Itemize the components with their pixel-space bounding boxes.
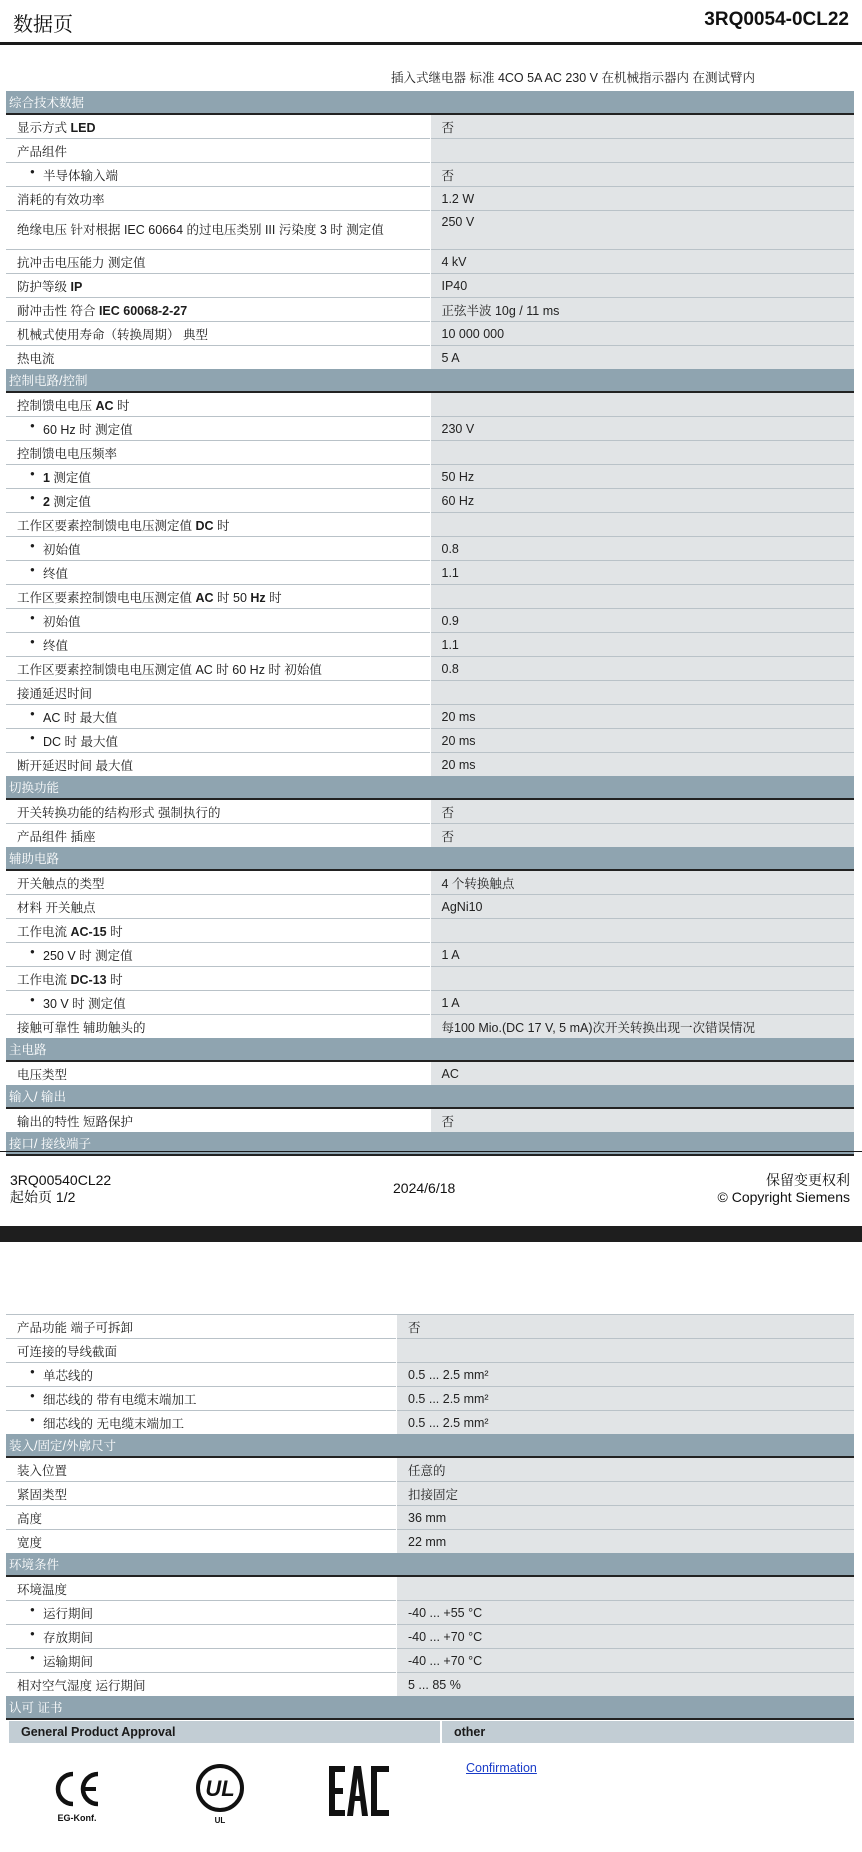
svg-text:UL: UL <box>205 1776 235 1801</box>
table-row: 紧固类型 扣接固定 <box>6 1482 854 1506</box>
table-row: 可连接的导线截面 <box>6 1339 854 1363</box>
footer-rights: 保留变更权利 <box>766 1172 850 1188</box>
table-row: ● 60 Hz 时 测定值 230 V <box>6 417 854 441</box>
section-header-mounting: 装入/固定/外廓尺寸 <box>6 1434 854 1457</box>
spec-table-page-2 <box>6 1314 854 1720</box>
table-row: 开关转换功能的结构形式 强制执行的 否 <box>6 799 854 824</box>
footer-copyright: © Copyright Siemens <box>717 1189 850 1205</box>
table-row: 防护等级 IP IP40 <box>6 274 854 298</box>
section-header-switching: 切换功能 <box>6 776 854 799</box>
table-row: 抗冲击电压能力 测定值 4 kV <box>6 250 854 274</box>
ce-mark-icon <box>52 1766 102 1826</box>
ul-mark-icon <box>194 1762 246 1826</box>
table-row: ● 1 测定值 50 Hz <box>6 465 854 489</box>
table-row: ● 单芯线的 0.5 ... 2.5 mm² <box>6 1363 854 1387</box>
page-header <box>0 0 862 45</box>
footer-left <box>10 1172 111 1206</box>
table-row: 装入位置 任意的 <box>6 1457 854 1482</box>
footer-date: 2024/6/18 <box>393 1180 456 1196</box>
table-row: 热电流 5 A <box>6 346 854 370</box>
table-row: ● 运行期间 -40 ... +55 °C <box>6 1601 854 1625</box>
table-row: 产品组件 插座 否 <box>6 824 854 848</box>
table-row: ● 终值 1.1 <box>6 561 854 585</box>
table-row: ● 2 测定值 60 Hz <box>6 489 854 513</box>
confirmation-link[interactable]: Confirmation <box>466 1761 537 1775</box>
section-header-environment: 环境条件 <box>6 1553 854 1576</box>
page-separator <box>0 1226 862 1242</box>
table-row: 材料 开关触点 AgNi10 <box>6 895 854 919</box>
section-header-auxiliary: 辅助电路 <box>6 847 854 870</box>
approval-col-general: General Product Approval <box>9 1721 441 1743</box>
table-row: 开关触点的类型 4 个转换触点 <box>6 870 854 895</box>
footer-page-info: 起始页 1/2 <box>10 1189 76 1205</box>
table-row: ● 运输期间 -40 ... +70 °C <box>6 1649 854 1673</box>
product-code: 3RQ0054-0CL22 <box>704 9 849 30</box>
table-row: ● 250 V 时 测定值 1 A <box>6 943 854 967</box>
section-header-interface: 接口/ 接线端子 <box>6 1132 854 1155</box>
table-row: 工作区要素控制馈电电压测定值 AC 时 50 Hz 时 <box>6 585 854 609</box>
section-header-general: 综合技术数据 <box>6 91 854 114</box>
table-row: 机械式使用寿命（转换周期） 典型 10 000 000 <box>6 322 854 346</box>
table-row: 高度 36 mm <box>6 1506 854 1530</box>
table-row: 输出的特性 短路保护 否 <box>6 1108 854 1132</box>
table-row: 工作电流 DC-13 时 <box>6 967 854 991</box>
table-row: 绝缘电压 针对根据 IEC 60664 的过电压类别 III 污染度 3 时 测定值 250 V <box>6 211 854 250</box>
eac-mark-icon <box>328 1764 390 1818</box>
table-row: 宽度 22 mm <box>6 1530 854 1554</box>
table-row: 产品组件 <box>6 139 854 163</box>
ce-caption: EG-Konf. <box>57 1813 97 1823</box>
table-row: 工作区要素控制馈电电压测定值 AC 时 60 Hz 时 初始值 0.8 <box>6 657 854 681</box>
approvals-table <box>9 1721 854 1743</box>
table-row: 控制馈电电压频率 <box>6 441 854 465</box>
table-row: 环境温度 <box>6 1576 854 1601</box>
table-row: 显示方式 LED 否 <box>6 114 854 139</box>
table-row: 耐冲击性 符合 IEC 60068-2-27 正弦半波 10g / 11 ms <box>6 298 854 322</box>
ul-caption: UL <box>214 1816 226 1825</box>
table-row: 断开延迟时间 最大值 20 ms <box>6 753 854 777</box>
table-row: 电压类型 AC <box>6 1061 854 1085</box>
table-row: 消耗的有效功率 1.2 W <box>6 187 854 211</box>
table-row: ● DC 时 最大值 20 ms <box>6 729 854 753</box>
section-header-certificates: 认可 证书 <box>6 1696 854 1719</box>
footer-right <box>718 1172 850 1206</box>
page-title: 数据页 <box>13 14 73 36</box>
table-row: 产品功能 端子可拆卸 否 <box>6 1315 854 1339</box>
approval-col-other: other <box>441 1721 854 1743</box>
table-row: ● 细芯线的 带有电缆末端加工 0.5 ... 2.5 mm² <box>6 1387 854 1411</box>
approvals-header-row <box>9 1721 854 1743</box>
table-row: 工作区要素控制馈电电压测定值 DC 时 <box>6 513 854 537</box>
spec-table-page-1 <box>6 91 854 1156</box>
table-row: 接通延迟时间 <box>6 681 854 705</box>
table-row: ● 细芯线的 无电缆末端加工 0.5 ... 2.5 mm² <box>6 1411 854 1435</box>
table-row: ● 存放期间 -40 ... +70 °C <box>6 1625 854 1649</box>
table-row: 相对空气湿度 运行期间 5 ... 85 % <box>6 1673 854 1697</box>
table-row: ● 初始值 0.9 <box>6 609 854 633</box>
section-header-io: 输入/ 输出 <box>6 1085 854 1108</box>
section-header-main-circuit: 主电路 <box>6 1038 854 1061</box>
table-row: ● 初始值 0.8 <box>6 537 854 561</box>
section-header-control: 控制电路/控制 <box>6 369 854 392</box>
table-row: 工作电流 AC-15 时 <box>6 919 854 943</box>
table-row: 控制馈电电压 AC 时 <box>6 392 854 417</box>
table-row: ● 终值 1.1 <box>6 633 854 657</box>
table-row: ● AC 时 最大值 20 ms <box>6 705 854 729</box>
table-row: 接触可靠性 辅助触头的 每100 Mio.(DC 17 V, 5 mA)次开关转换出现一次错误情况 <box>6 1015 854 1039</box>
product-description: 插入式继电器 标准 4CO 5A AC 230 V 在机械指示器内 在测试臂内 <box>391 71 755 85</box>
table-row: ● 半导体输入端 否 <box>6 163 854 187</box>
footer-divider <box>0 1151 862 1152</box>
footer-product-code: 3RQ00540CL22 <box>10 1172 112 1188</box>
table-row: ● 30 V 时 测定值 1 A <box>6 991 854 1015</box>
